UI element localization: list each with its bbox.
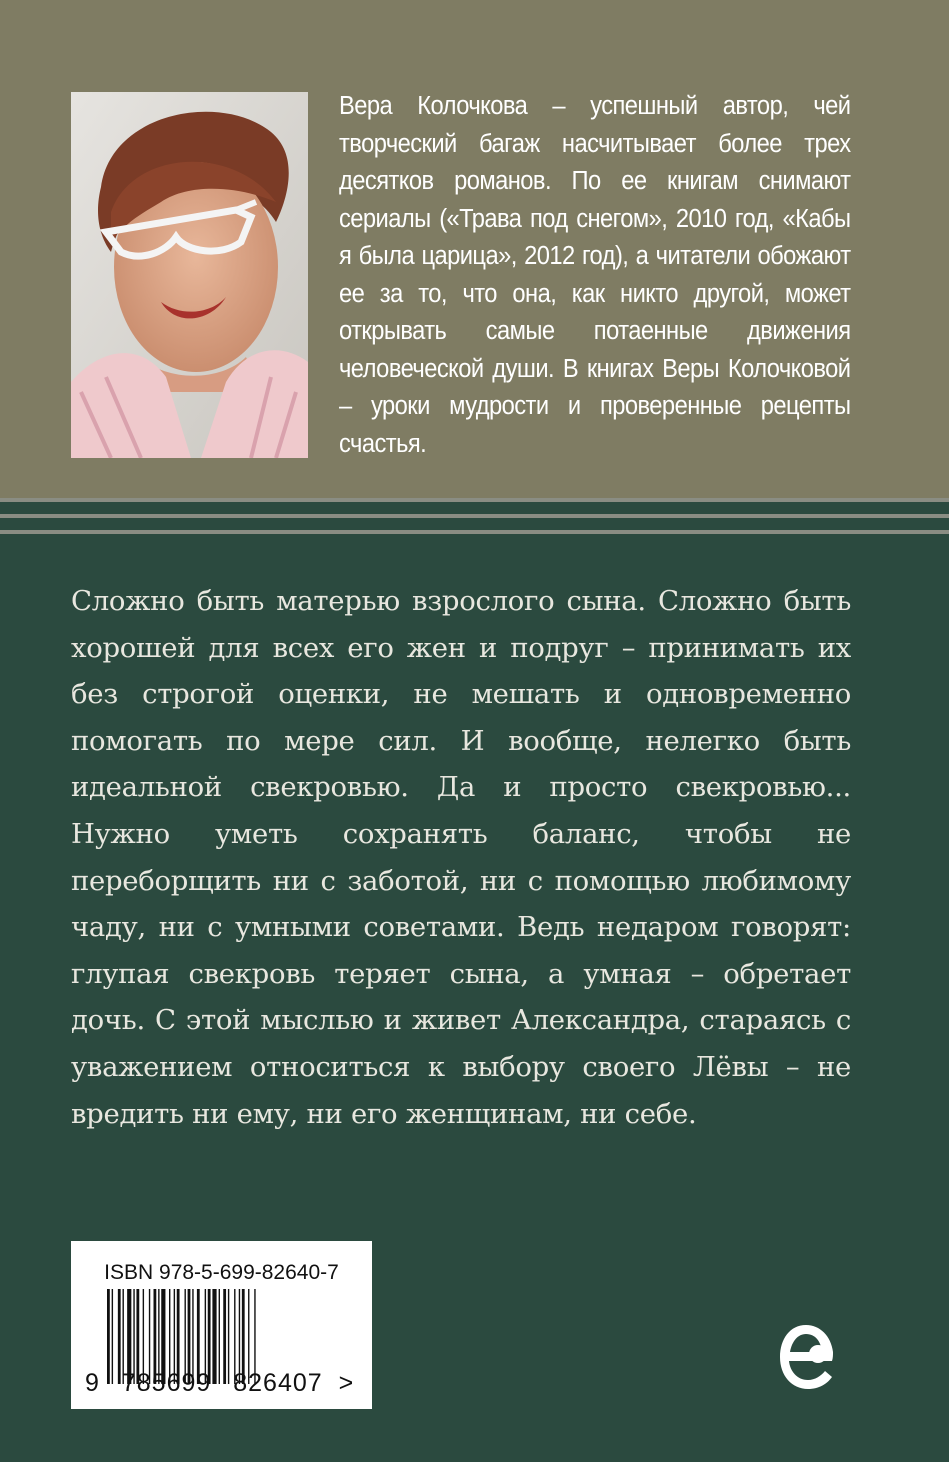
barcode-digits-right: 826407 xyxy=(233,1369,323,1397)
isbn-label: ISBN 978-5-699-82640-7 xyxy=(104,1261,339,1284)
isbn-barcode xyxy=(71,1241,372,1409)
divider-stripes xyxy=(0,498,949,542)
barcode-digits-left: 785699 xyxy=(121,1369,212,1397)
book-blurb: Сложно быть матерью взрослого сына. Сложно быть хорошей для всех его жен и подруг – принимать их без строгой оценки, не мешать и одновременно помогать по мере сил. И вообще, нелегко быть идеальной свекровью. Да и просто свекровью... Нужно уметь сохранять баланс, чтобы не переборщить ни с заботой, ни с помощью любимому чаду, ни с умными советами. Ведь недаром говорят: глупая свекровь теряет сына, а умная – обретает дочь. С этой мыслью и живет Александра, стараясь с уважением относиться к выбору своего Лёвы – не вредить ни ему, ни его женщинам, ни себе. xyxy=(71,585,851,1130)
author-portrait-icon xyxy=(71,92,308,458)
barcode-digit-end: > xyxy=(338,1369,355,1397)
eksmo-logo-icon xyxy=(777,1321,835,1393)
barcode-digit-first: 9 xyxy=(85,1369,100,1397)
author-panel xyxy=(0,0,949,498)
author-bio: Вера Колочкова – успешный автор, чей творческий багаж насчитывает более трех десятков романов. По ее книгам снимают сериалы («Трава под снегом», 2010 год, «Кабы я была царица», 2012 год), а читатели обожают ее за то, что она, как никто другой, может открывать самые потаенные движения человеческой души. В книгах Веры Колочковой – уроки мудрости и проверенные рецепты счастья. xyxy=(339,92,851,458)
barcode-digits xyxy=(85,1369,365,1398)
author-photo xyxy=(71,92,308,458)
